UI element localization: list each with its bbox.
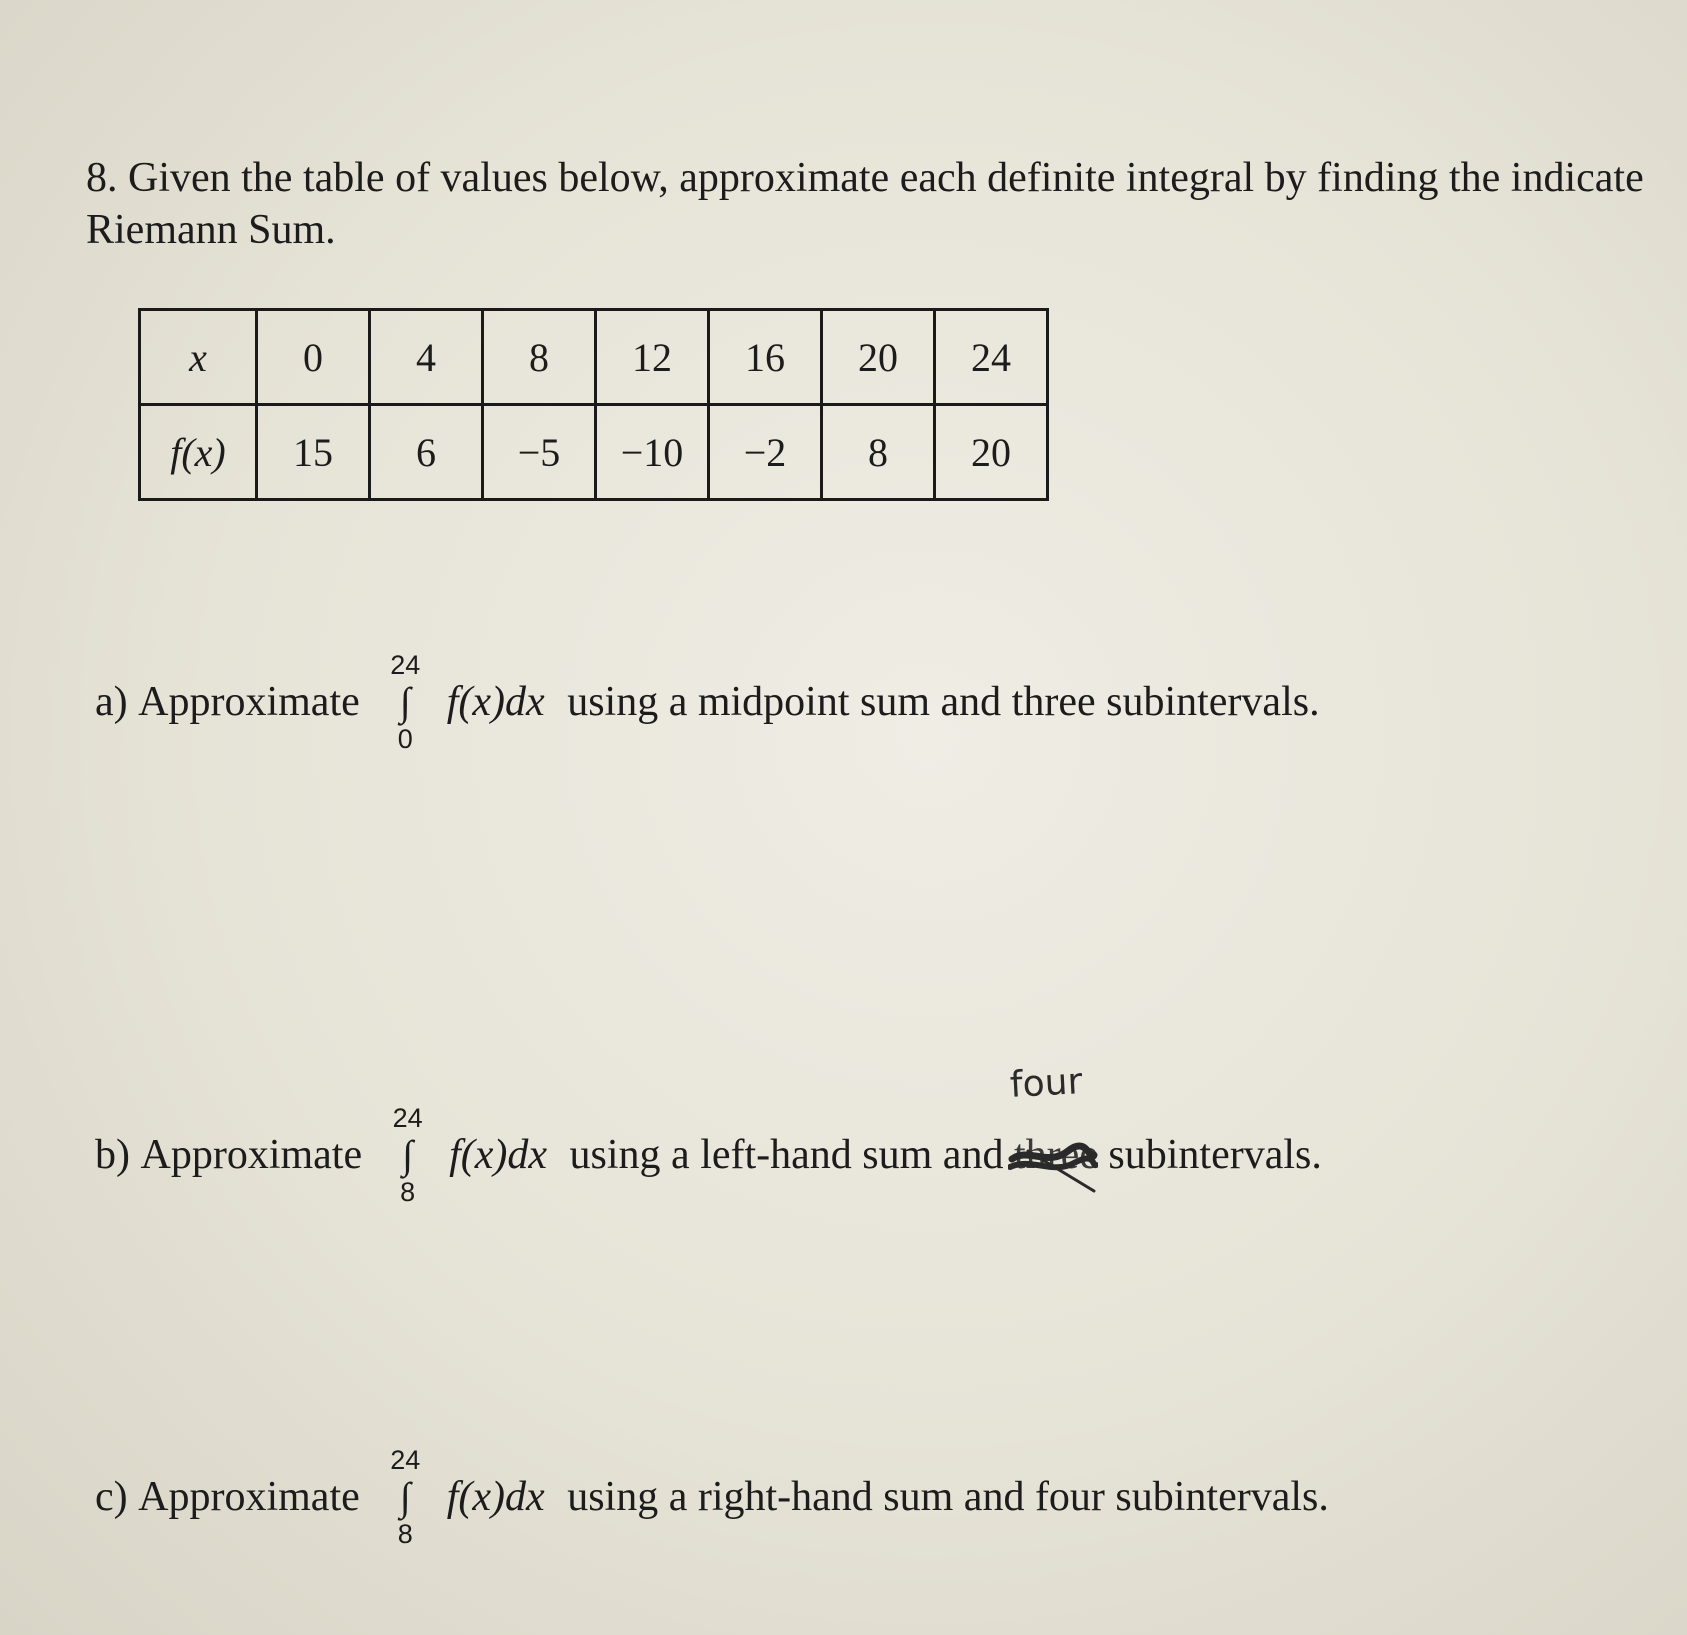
- integral-lower-limit: 8: [400, 1177, 416, 1207]
- struck-word-text: three: [1013, 1132, 1098, 1178]
- part-b-verb: Approximate: [140, 1132, 363, 1178]
- part-b: [95, 1061, 1322, 1207]
- x-value-cell: 4: [370, 310, 483, 405]
- part-a-integral: [382, 650, 428, 754]
- values-table: [138, 308, 1049, 501]
- fx-value-cell: 20: [935, 405, 1048, 500]
- part-a-verb: Approximate: [138, 679, 360, 725]
- integral-sign: ∫: [399, 1474, 411, 1519]
- part-b-text-before: using a left-hand sum and: [569, 1132, 1004, 1178]
- integral-lower-limit: 0: [397, 724, 413, 754]
- handwritten-correction: four: [1008, 1061, 1084, 1106]
- part-b-integral: [385, 1103, 431, 1207]
- fx-value-cell: −2: [709, 405, 822, 500]
- fx-value-cell: 6: [370, 405, 483, 500]
- crossed-out-word: [1008, 1061, 1098, 1179]
- part-c-verb: Approximate: [138, 1474, 360, 1520]
- table-row-x: [140, 310, 1048, 405]
- part-a-label: a): [95, 679, 128, 725]
- table-row-fx: [140, 405, 1048, 500]
- question-line-2: Riemann Sum.: [86, 207, 336, 253]
- x-value-cell: 24: [935, 310, 1048, 405]
- integral-sign: ∫: [402, 1132, 414, 1177]
- integral-upper-limit: 24: [392, 1103, 423, 1133]
- integral-sign: ∫: [399, 679, 411, 724]
- part-c-label: c): [95, 1474, 128, 1520]
- x-value-cell: 8: [483, 310, 596, 405]
- part-c-text: using a right-hand sum and four subintervals.: [567, 1474, 1329, 1520]
- x-value-cell: 16: [709, 310, 822, 405]
- fx-value-cell: 8: [822, 405, 935, 500]
- part-c: [95, 1445, 1329, 1549]
- fx-header-cell: f(x): [140, 405, 257, 500]
- x-value-cell: 12: [596, 310, 709, 405]
- question-line-1: 8. Given the table of values below, approximate each definite integral by finding the indicate: [86, 155, 1644, 201]
- part-b-label: b): [95, 1132, 130, 1178]
- part-a: [95, 650, 1320, 754]
- part-b-text-after: subintervals.: [1108, 1132, 1322, 1178]
- part-c-integral: [382, 1445, 428, 1549]
- question-heading: [86, 152, 1644, 256]
- fx-value-cell: −5: [483, 405, 596, 500]
- part-c-integrand: f(x)dx: [446, 1474, 545, 1520]
- integral-upper-limit: 24: [390, 1445, 421, 1475]
- part-a-text: using a midpoint sum and three subintervals.: [567, 679, 1320, 725]
- integral-lower-limit: 8: [397, 1519, 413, 1549]
- fx-value-cell: 15: [257, 405, 370, 500]
- part-a-integrand: f(x)dx: [446, 679, 545, 725]
- integral-upper-limit: 24: [390, 650, 421, 680]
- part-b-integrand: f(x)dx: [449, 1132, 548, 1178]
- x-value-cell: 20: [822, 310, 935, 405]
- x-value-cell: 0: [257, 310, 370, 405]
- fx-value-cell: −10: [596, 405, 709, 500]
- x-header-cell: x: [140, 310, 257, 405]
